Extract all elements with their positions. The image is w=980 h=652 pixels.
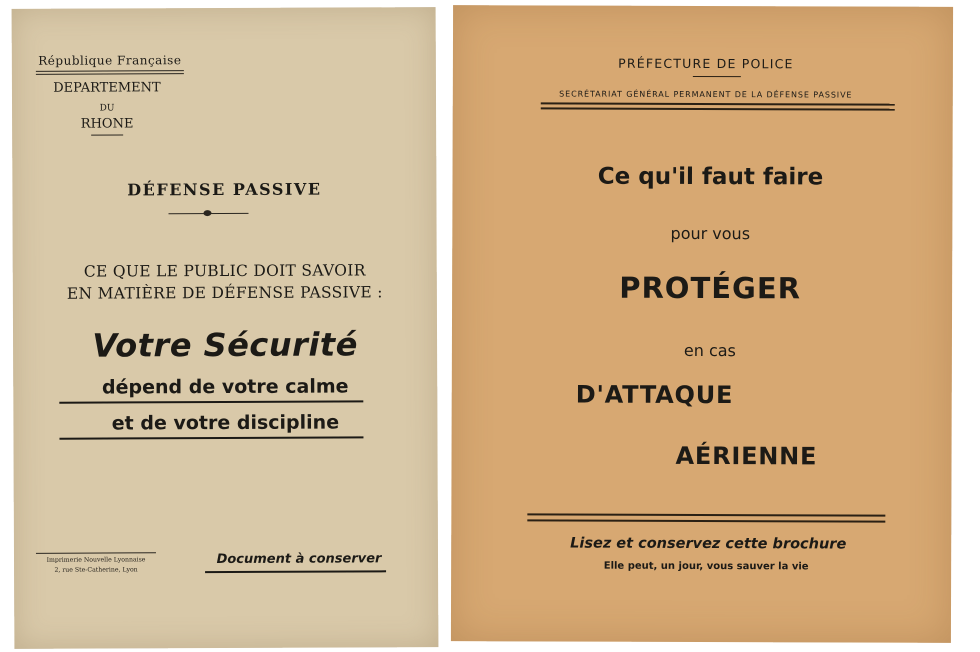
underline bbox=[59, 400, 363, 403]
cover-line-2: pour vous bbox=[670, 223, 751, 244]
intro-line-2: EN MATIÈRE DE DÉFENSE PASSIVE : bbox=[66, 283, 383, 303]
printer-name: Imprimerie Nouvelle Lyonnaise bbox=[46, 556, 146, 564]
intro-line-1: CE QUE LE PUBLIC DOIT SAVOIR bbox=[83, 261, 366, 281]
divider-line bbox=[36, 73, 184, 75]
printer-address: 2, rue Ste-Catherine, Lyon bbox=[54, 566, 138, 574]
divider-line bbox=[527, 519, 885, 522]
du-label: DU bbox=[99, 103, 115, 114]
secretariat-heading: SECRÉTARIAT GÉNÉRAL PERMANENT DE LA DÉFENSE PASSIVE bbox=[559, 89, 853, 100]
divider-line bbox=[527, 513, 885, 516]
headline-votre-securite: Votre Sécurité bbox=[92, 325, 358, 365]
divider-line bbox=[541, 102, 895, 105]
divider-line bbox=[91, 134, 123, 135]
subline-calme: dépend de votre calme bbox=[101, 375, 349, 399]
footer-subtitle: Elle peut, un jour, vous sauver la vie bbox=[603, 560, 809, 573]
underline bbox=[59, 436, 363, 439]
divider-line bbox=[36, 552, 156, 554]
prefecture-heading: PRÉFECTURE DE POLICE bbox=[618, 55, 794, 72]
divider-line bbox=[693, 76, 741, 77]
cover-line-3: PROTÉGER bbox=[619, 270, 802, 306]
keep-document-note: Document à conserver bbox=[216, 551, 382, 568]
subline-discipline: et de votre discipline bbox=[111, 411, 340, 435]
republique-heading: République Française bbox=[38, 53, 182, 68]
intro-text bbox=[13, 259, 437, 305]
divider-line bbox=[541, 107, 895, 110]
cover-line-6: AÉRIENNE bbox=[675, 441, 818, 471]
underline bbox=[205, 570, 386, 573]
departement-label: DEPARTEMENT bbox=[53, 80, 161, 96]
footer-title: Lisez et conservez cette brochure bbox=[570, 535, 847, 553]
rhone-label: RHONE bbox=[80, 116, 134, 132]
cover-line-4: en cas bbox=[683, 340, 736, 361]
left-brochure-cover bbox=[12, 7, 439, 649]
ornament-dot bbox=[203, 210, 211, 216]
cover-line-5: D'ATTAQUE bbox=[575, 380, 734, 410]
defense-passive-title: DÉFENSE PASSIVE bbox=[127, 179, 322, 200]
cover-line-1: Ce qu'il faut faire bbox=[597, 163, 824, 191]
divider-line bbox=[36, 70, 184, 72]
right-brochure-cover bbox=[451, 5, 953, 643]
